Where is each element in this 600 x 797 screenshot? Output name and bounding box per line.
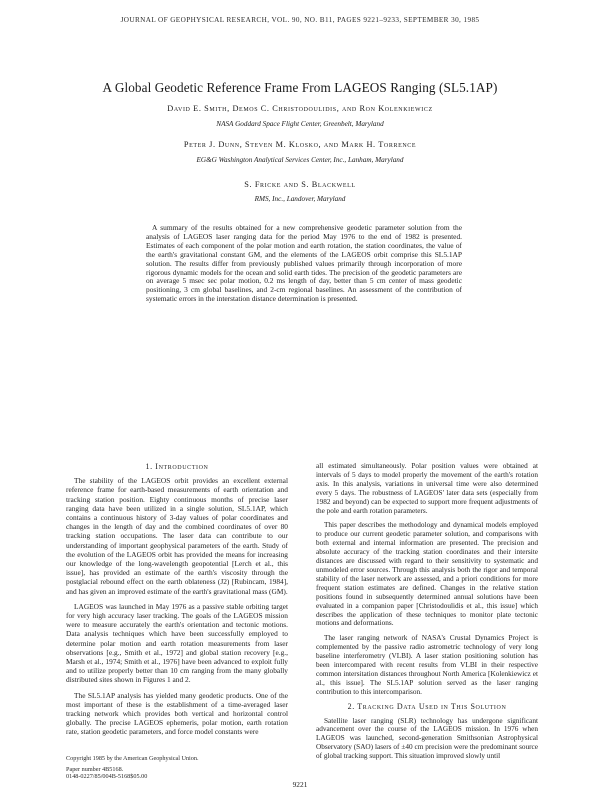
affiliation-1: NASA Goddard Space Flight Center, Greenbelt, Maryland (216, 120, 384, 128)
abstract: A summary of the results obtained for a new comprehensive geodetic parameter solution from the analysis of LAGEOS laser ranging data for the period May 1976 to the end of 1982 is presented. Estimates of each component of the polar motion and earth rotation, the station coordinates, the value of the earth's gravitational constant GM, and the elements of the LAGEOS orbit comprise this SL5.1AP solution. The results differ from previously published values primarily through incorporation of more rigorous dynamic models for the ocean and solid earth tides. The precision of the geodetic parameters are on average 5 msec sec polar motion, 0.2 ms length of day, better than 5 cm center of mass geodetic positioning, 3 cm global baselines, and 2-cm regional baselines. An assessment of the contribution of systematic errors in the interstation distance determination is presented. (146, 223, 462, 304)
paragraph: LAGEOS was launched in May 1976 as a passive stable orbiting target for very high accuracy laser tracking. The goals of the LAGEOS mission were to measure accurately the earth's orientation and tectonic motions. Data analysis techniques which have been successfully employed to determine polar motion and earth rotation measurements from laser observations [e.g., Smith et al., 1972] and global station recovery [e.g., Marsh et al., 1974; Smith et al., 1976] have been advanced to exploit fully and to utilize properly better than 10 cm ranging from the many globally distributed sites shown in Figures 1 and 2. (66, 601, 288, 685)
section-heading-tracking-data: 2. Tracking Data Used in This Solution (347, 701, 507, 711)
affiliation-3: RMS, Inc., Landover, Maryland (254, 195, 346, 203)
paragraph: The stability of the LAGEOS orbit provides an excellent external reference frame for earth-based measurements of earth orientation and tracking station position. Eighty continuous months of precise laser ranging data have been utilized in a single solution, SL5.1AP, which contains a continuous history of 3-day values of polar coordinates and changes in the length of day and the combined coordinates of over 80 tracking station occupations. The laser data can contribute to our understanding of important geophysical parameters of the earth. Study of the evolution of the LAGEOS orbit has provided the means for increasing our knowledge of the long-wavelength geopotential [Lerch et al., this issue], has provided an estimate of the earth's viscosity through the postglacial rebound effect on the earth oblateness (J2) [Rubincam, 1984], and has given an improved estimate of the earth's gravitational mass (GM). (66, 476, 288, 596)
paper-title: A Global Geodetic Reference Frame From LAGEOS Ranging (SL5.1AP) (102, 80, 498, 95)
author-list-3: S. Fricke and S. Blackwell (244, 180, 356, 189)
paragraph: all estimated simultaneously. Polar position values were obtained at intervals of 5 days to model properly the movement of the earth's rotation axis. In this analysis, variations in universal time were also determined every 5 days. The robustness of LAGEOS' later data sets (especially from 1982 and beyond) can be expected to support more frequent adjustments of the pole and earth rotation parameters. (316, 462, 538, 515)
author-list-1: David E. Smith, Demos C. Christodoulidis, and Ron Kolenkiewicz (167, 104, 433, 113)
footnote (66, 755, 288, 781)
paragraph: The SL5.1AP analysis has yielded many geodetic products. One of the most important of these is the establishment of a time-averaged laser tracking network which provides both vertical and horizontal control globally. The precise LAGEOS ephemeris, polar motion, earth rotation rate, station geodetic parameters, and force model constants were (66, 690, 288, 737)
paragraph: This paper describes the methodology and dynamical models employed to produce our current geodetic parameter solution, and comparisons with both external and internal information are presented. The precision and absolute accuracy of the tracking station coordinates and their intersite distances are discussed with regard to their sensitivity to systematic and unmodeled error sources. Through this analysis both the rigor and temporal stability of the laser network are assessed, and a priori conditions for more frequent station estimates are defined. Changes in the relative station positions found in subsequently determined annual solutions have been evaluated in a companion paper [Christodoulidis et al., this issue] which describes the application of these techniques to monitor plate tectonic motions and deformations. (316, 521, 538, 628)
section-heading-introduction: 1. Introduction (145, 462, 209, 471)
left-column (66, 462, 288, 743)
paper-code: 0148-0227/85/004B-5168$05.00 (66, 773, 148, 781)
copyright-notice: Copyright 1985 by the American Geophysical Union. (66, 755, 199, 762)
right-column (316, 462, 538, 767)
paragraph: The laser ranging network of NASA's Crustal Dynamics Project is complemented by the passive radio astrometric technology of very long baseline interferometry (VLBI). A laser station positioning solution has been intercompared with recent results from VLBI in their respective common intersitation distances throughout North America [Kolenkiewicz et al., this issue]. The SL5.1AP solution served as the laser ranging contribution to this intercomparison. (316, 634, 538, 696)
affiliation-2: EG&G Washington Analytical Services Center, Inc., Lanham, Maryland (196, 156, 404, 164)
author-list-2: Peter J. Dunn, Steven M. Klosko, and Mark H. Torrence (183, 140, 417, 149)
page-number: 9221 (292, 780, 308, 789)
journal-header: JOURNAL OF GEOPHYSICAL RESEARCH, VOL. 90, NO. B11, PAGES 9221–9233, SEPTEMBER 30, 1985 (120, 16, 480, 24)
paper-number: Paper number 4B5168. (66, 766, 124, 774)
paragraph: Satellite laser ranging (SLR) technology has undergone significant advancement over the course of the LAGEOS mission. In 1976 when LAGEOS was launched, second-generation Smithsonian Astrophysical Observatory (SAO) lasers of ±40 cm precision were the predominant source of global tracking support. This situation improved slowly until (316, 716, 538, 761)
